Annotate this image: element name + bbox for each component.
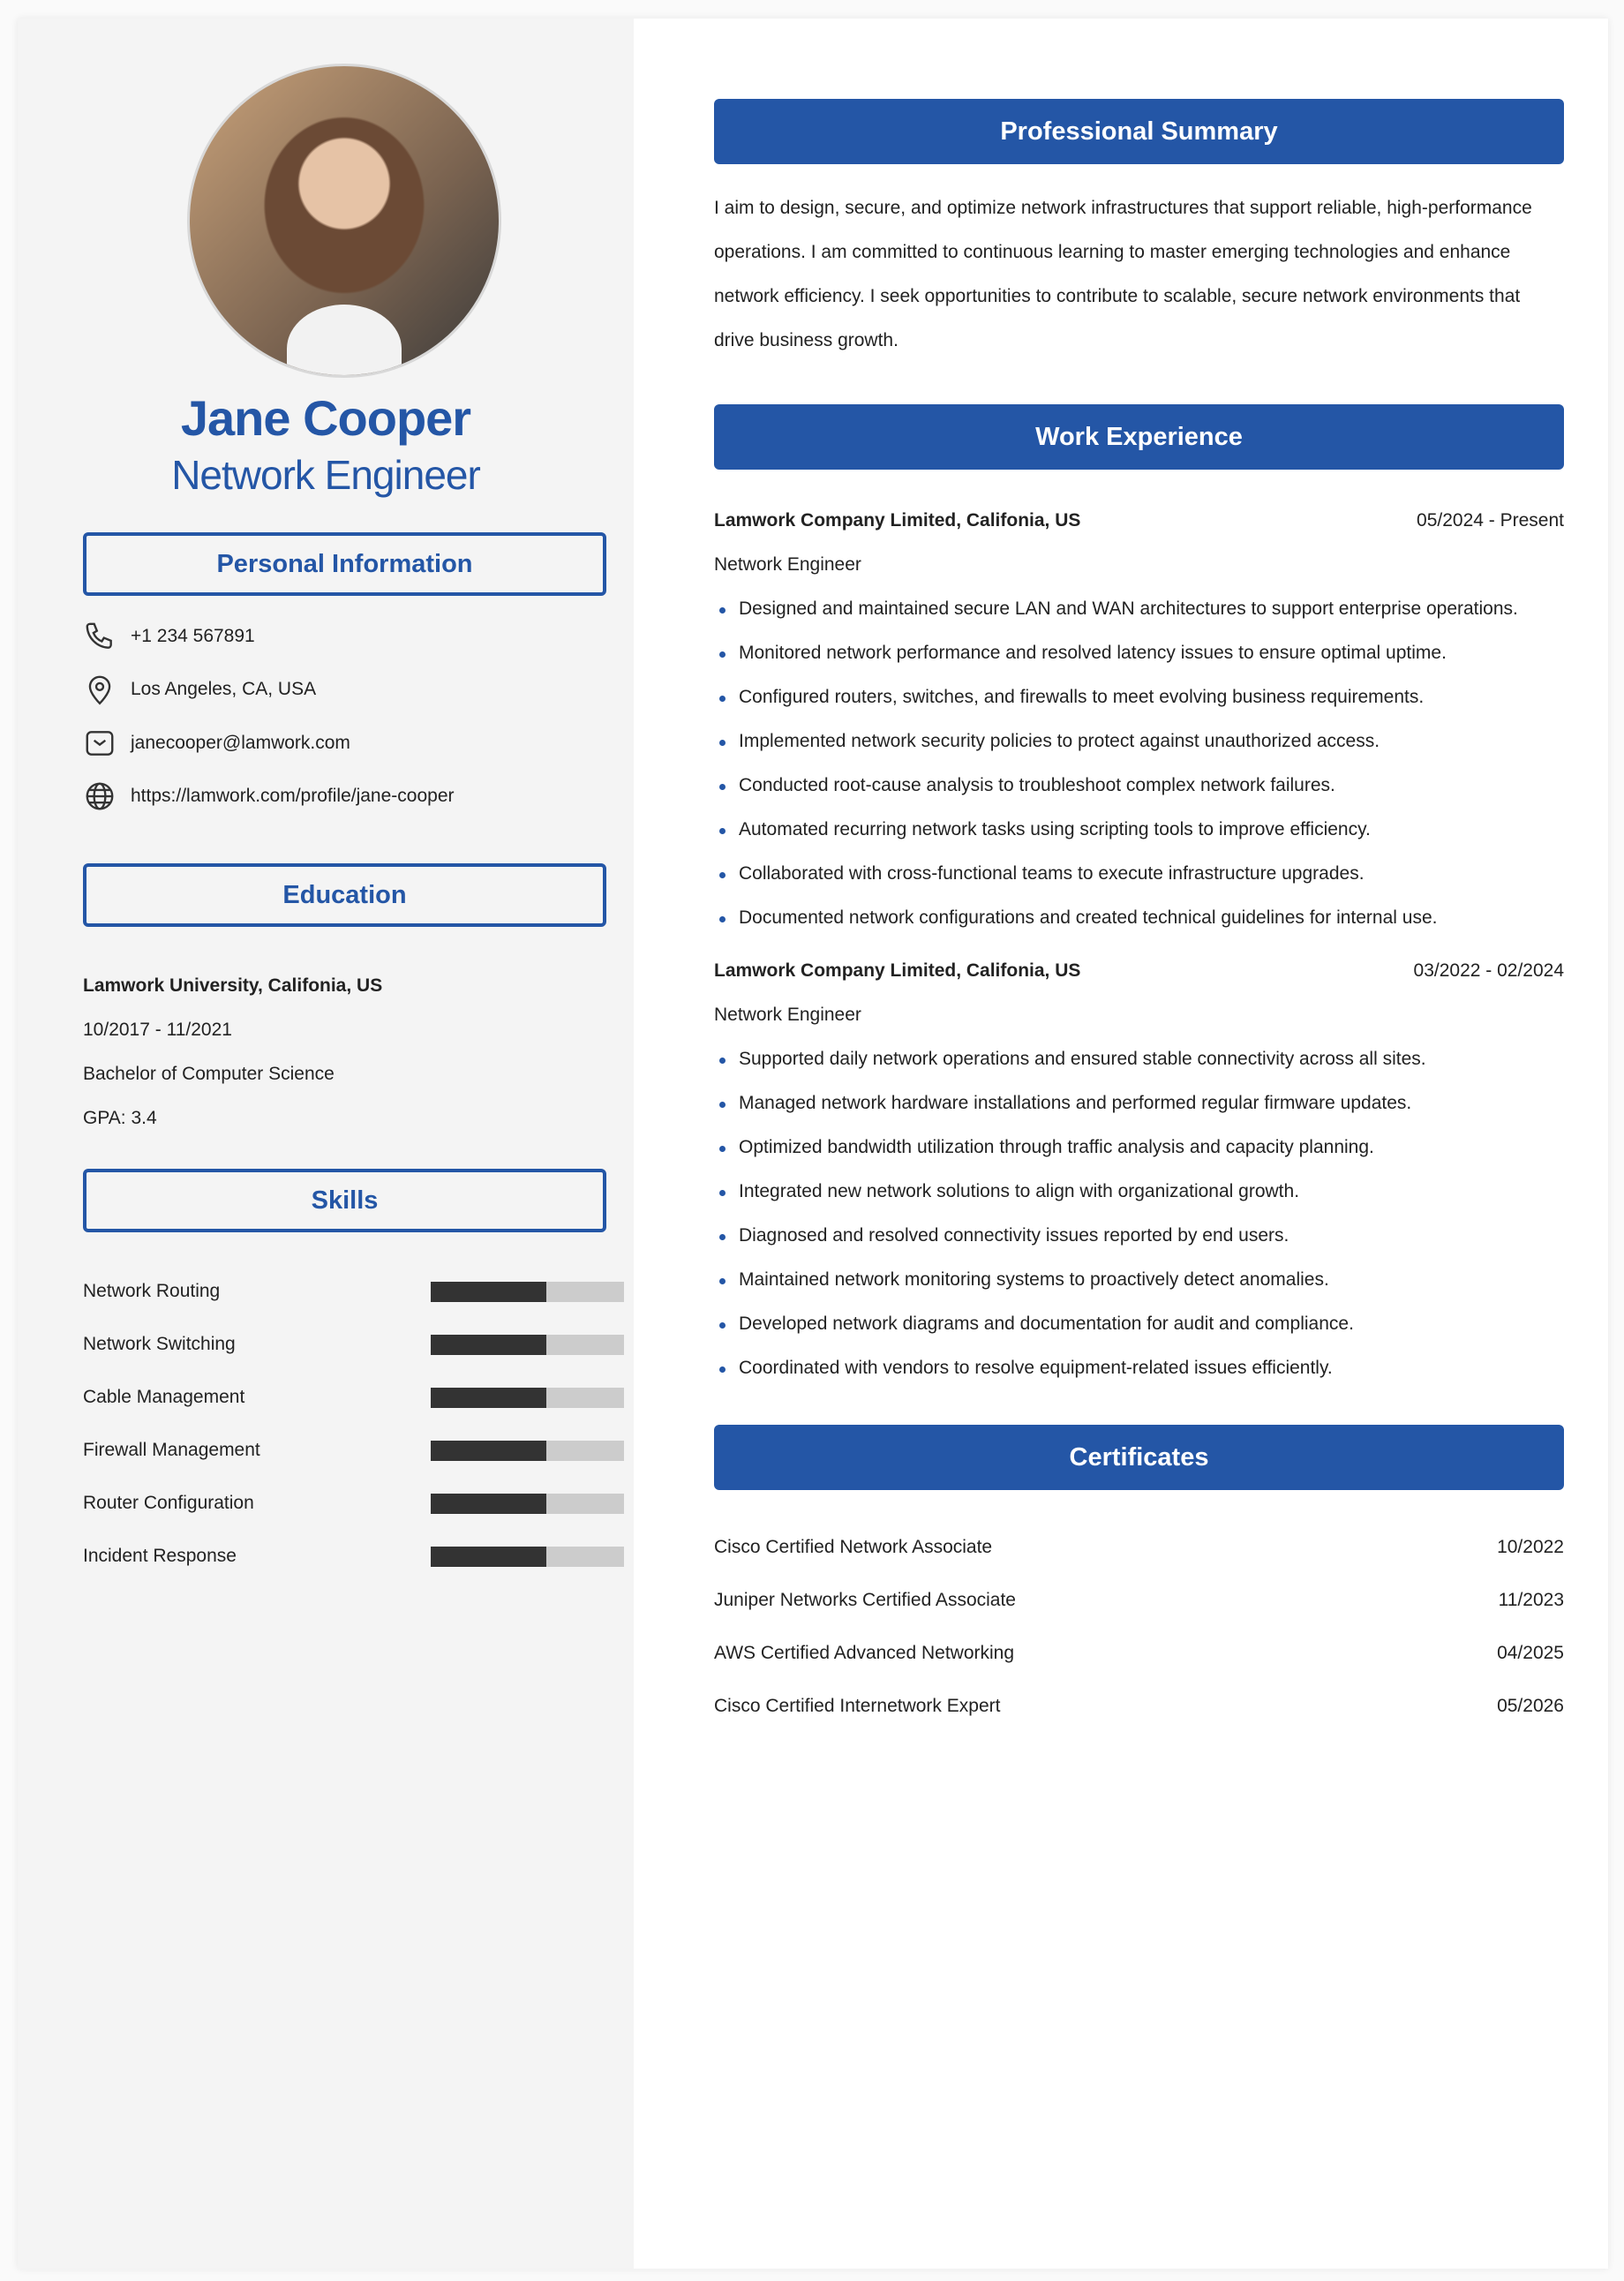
job-header (714, 510, 1564, 531)
contact-phone (83, 620, 255, 653)
education-school: Lamwork University, Califonia, US (83, 975, 383, 996)
globe-icon (83, 779, 117, 813)
phone-text: +1 234 567891 (131, 626, 255, 646)
website-link[interactable]: https://lamwork.com/profile/jane-cooper (131, 786, 455, 806)
job-bullet: Optimized bandwidth utilization through traffic analysis and capacity planning. (739, 1137, 1374, 1157)
summary-heading: Professional Summary (714, 99, 1564, 164)
contact-location (83, 673, 316, 706)
certificate-row (714, 1590, 1564, 1611)
job-company: Lamwork Company Limited, Califonia, US (714, 510, 1081, 531)
skill-row (83, 1546, 624, 1567)
certificate-name: Cisco Certified Internetwork Expert (714, 1696, 1001, 1716)
job-bullet: Conducted root-cause analysis to troubleshoot complex network failures. (739, 775, 1335, 795)
certificate-row (714, 1537, 1564, 1558)
job-bullet: Designed and maintained secure LAN and WAN architectures to support enterprise operations. (739, 598, 1518, 619)
work-heading: Work Experience (714, 404, 1564, 470)
job-bullet: Maintained network monitoring systems to proactively detect anomalies. (739, 1269, 1329, 1290)
skill-level-bar (431, 1335, 624, 1355)
location-pin-icon (83, 673, 117, 706)
skill-row (83, 1493, 624, 1514)
job-company: Lamwork Company Limited, Califonia, US (714, 960, 1081, 981)
certificate-date: 11/2023 (1498, 1590, 1564, 1610)
skill-level-fill (431, 1388, 546, 1408)
certificate-date: 10/2022 (1497, 1537, 1564, 1557)
skill-level-bar (431, 1441, 624, 1461)
email-link[interactable]: janecooper@lamwork.com (131, 733, 350, 753)
job-role: Network Engineer (714, 1005, 861, 1025)
skill-level-fill (431, 1547, 546, 1567)
skill-name: Cable Management (83, 1387, 245, 1407)
skill-row (83, 1387, 624, 1408)
skill-level-fill (431, 1282, 546, 1302)
phone-icon (83, 620, 117, 653)
job-bullet: Documented network configurations and created technical guidelines for internal use. (739, 907, 1438, 928)
profile-photo (187, 64, 501, 378)
certificate-row (714, 1696, 1564, 1717)
contact-website (83, 779, 455, 813)
skill-name: Network Routing (83, 1281, 221, 1301)
job-bullet: Automated recurring network tasks using scripting tools to improve efficiency. (739, 819, 1371, 839)
certificate-date: 05/2026 (1497, 1696, 1564, 1716)
certificate-name: AWS Certified Advanced Networking (714, 1643, 1015, 1663)
job-header (714, 960, 1564, 982)
location-text: Los Angeles, CA, USA (131, 679, 317, 699)
skill-row (83, 1281, 624, 1302)
sidebar (18, 19, 634, 2269)
skill-name: Network Switching (83, 1334, 236, 1354)
job-bullet: Configured routers, switches, and firewalls to meet evolving business requirements. (739, 687, 1425, 707)
certificates-heading: Certificates (714, 1425, 1564, 1490)
certificate-row (714, 1643, 1564, 1664)
candidate-title: Network Engineer (171, 452, 480, 498)
skill-row (83, 1334, 624, 1355)
job-bullet: Diagnosed and resolved connectivity issues reported by end users. (739, 1225, 1289, 1246)
certificate-name: Juniper Networks Certified Associate (714, 1590, 1016, 1610)
skill-level-bar (431, 1282, 624, 1302)
job-bullet: Managed network hardware installations and performed regular firmware updates. (739, 1093, 1412, 1113)
job-bullet: Coordinated with vendors to resolve equipment-related issues efficiently. (739, 1358, 1333, 1378)
job-bullet: Developed network diagrams and documentation for audit and compliance. (739, 1314, 1354, 1334)
summary-text: I aim to design, secure, and optimize network infrastructures that support reliable, high-performance operations. I am committed to continuous learning to master emerging technologies and enhance network efficiency. I seek opportunities to contribute to scalable, secure network environments that drive business growth. (714, 198, 1532, 350)
skill-level-bar (431, 1388, 624, 1408)
job-bullet: Collaborated with cross-functional teams to execute infrastructure upgrades. (739, 863, 1365, 884)
skill-level-bar (431, 1494, 624, 1514)
skill-name: Firewall Management (83, 1440, 260, 1460)
job-dates: 05/2024 - Present (1417, 510, 1564, 531)
skill-level-bar (431, 1547, 624, 1567)
job-bullet: Supported daily network operations and ensured stable connectivity across all sites. (739, 1049, 1426, 1069)
personal-info-heading: Personal Information (83, 532, 606, 596)
job-role: Network Engineer (714, 554, 861, 575)
skills-heading: Skills (83, 1169, 606, 1232)
skill-name: Incident Response (83, 1546, 237, 1566)
job-dates: 03/2022 - 02/2024 (1413, 960, 1564, 981)
main-content (634, 19, 1608, 2269)
education-dates: 10/2017 - 11/2021 (83, 1020, 232, 1040)
skill-level-fill (431, 1494, 546, 1514)
job-bullet: Integrated new network solutions to align with organizational growth. (739, 1181, 1300, 1201)
certificate-name: Cisco Certified Network Associate (714, 1537, 993, 1557)
education-degree: Bachelor of Computer Science (83, 1064, 335, 1084)
resume-page (18, 19, 1608, 2269)
skill-level-fill (431, 1335, 546, 1355)
certificate-date: 04/2025 (1497, 1643, 1564, 1663)
skill-name: Router Configuration (83, 1493, 254, 1513)
mail-icon (83, 726, 117, 760)
contact-email (83, 726, 350, 760)
skill-level-fill (431, 1441, 546, 1461)
job-bullet: Monitored network performance and resolved latency issues to ensure optimal uptime. (739, 643, 1447, 663)
education-gpa: GPA: 3.4 (83, 1108, 157, 1128)
education-heading: Education (83, 863, 606, 927)
candidate-name: Jane Cooper (180, 390, 471, 446)
skill-row (83, 1440, 624, 1461)
job-bullet: Implemented network security policies to protect against unauthorized access. (739, 731, 1380, 751)
